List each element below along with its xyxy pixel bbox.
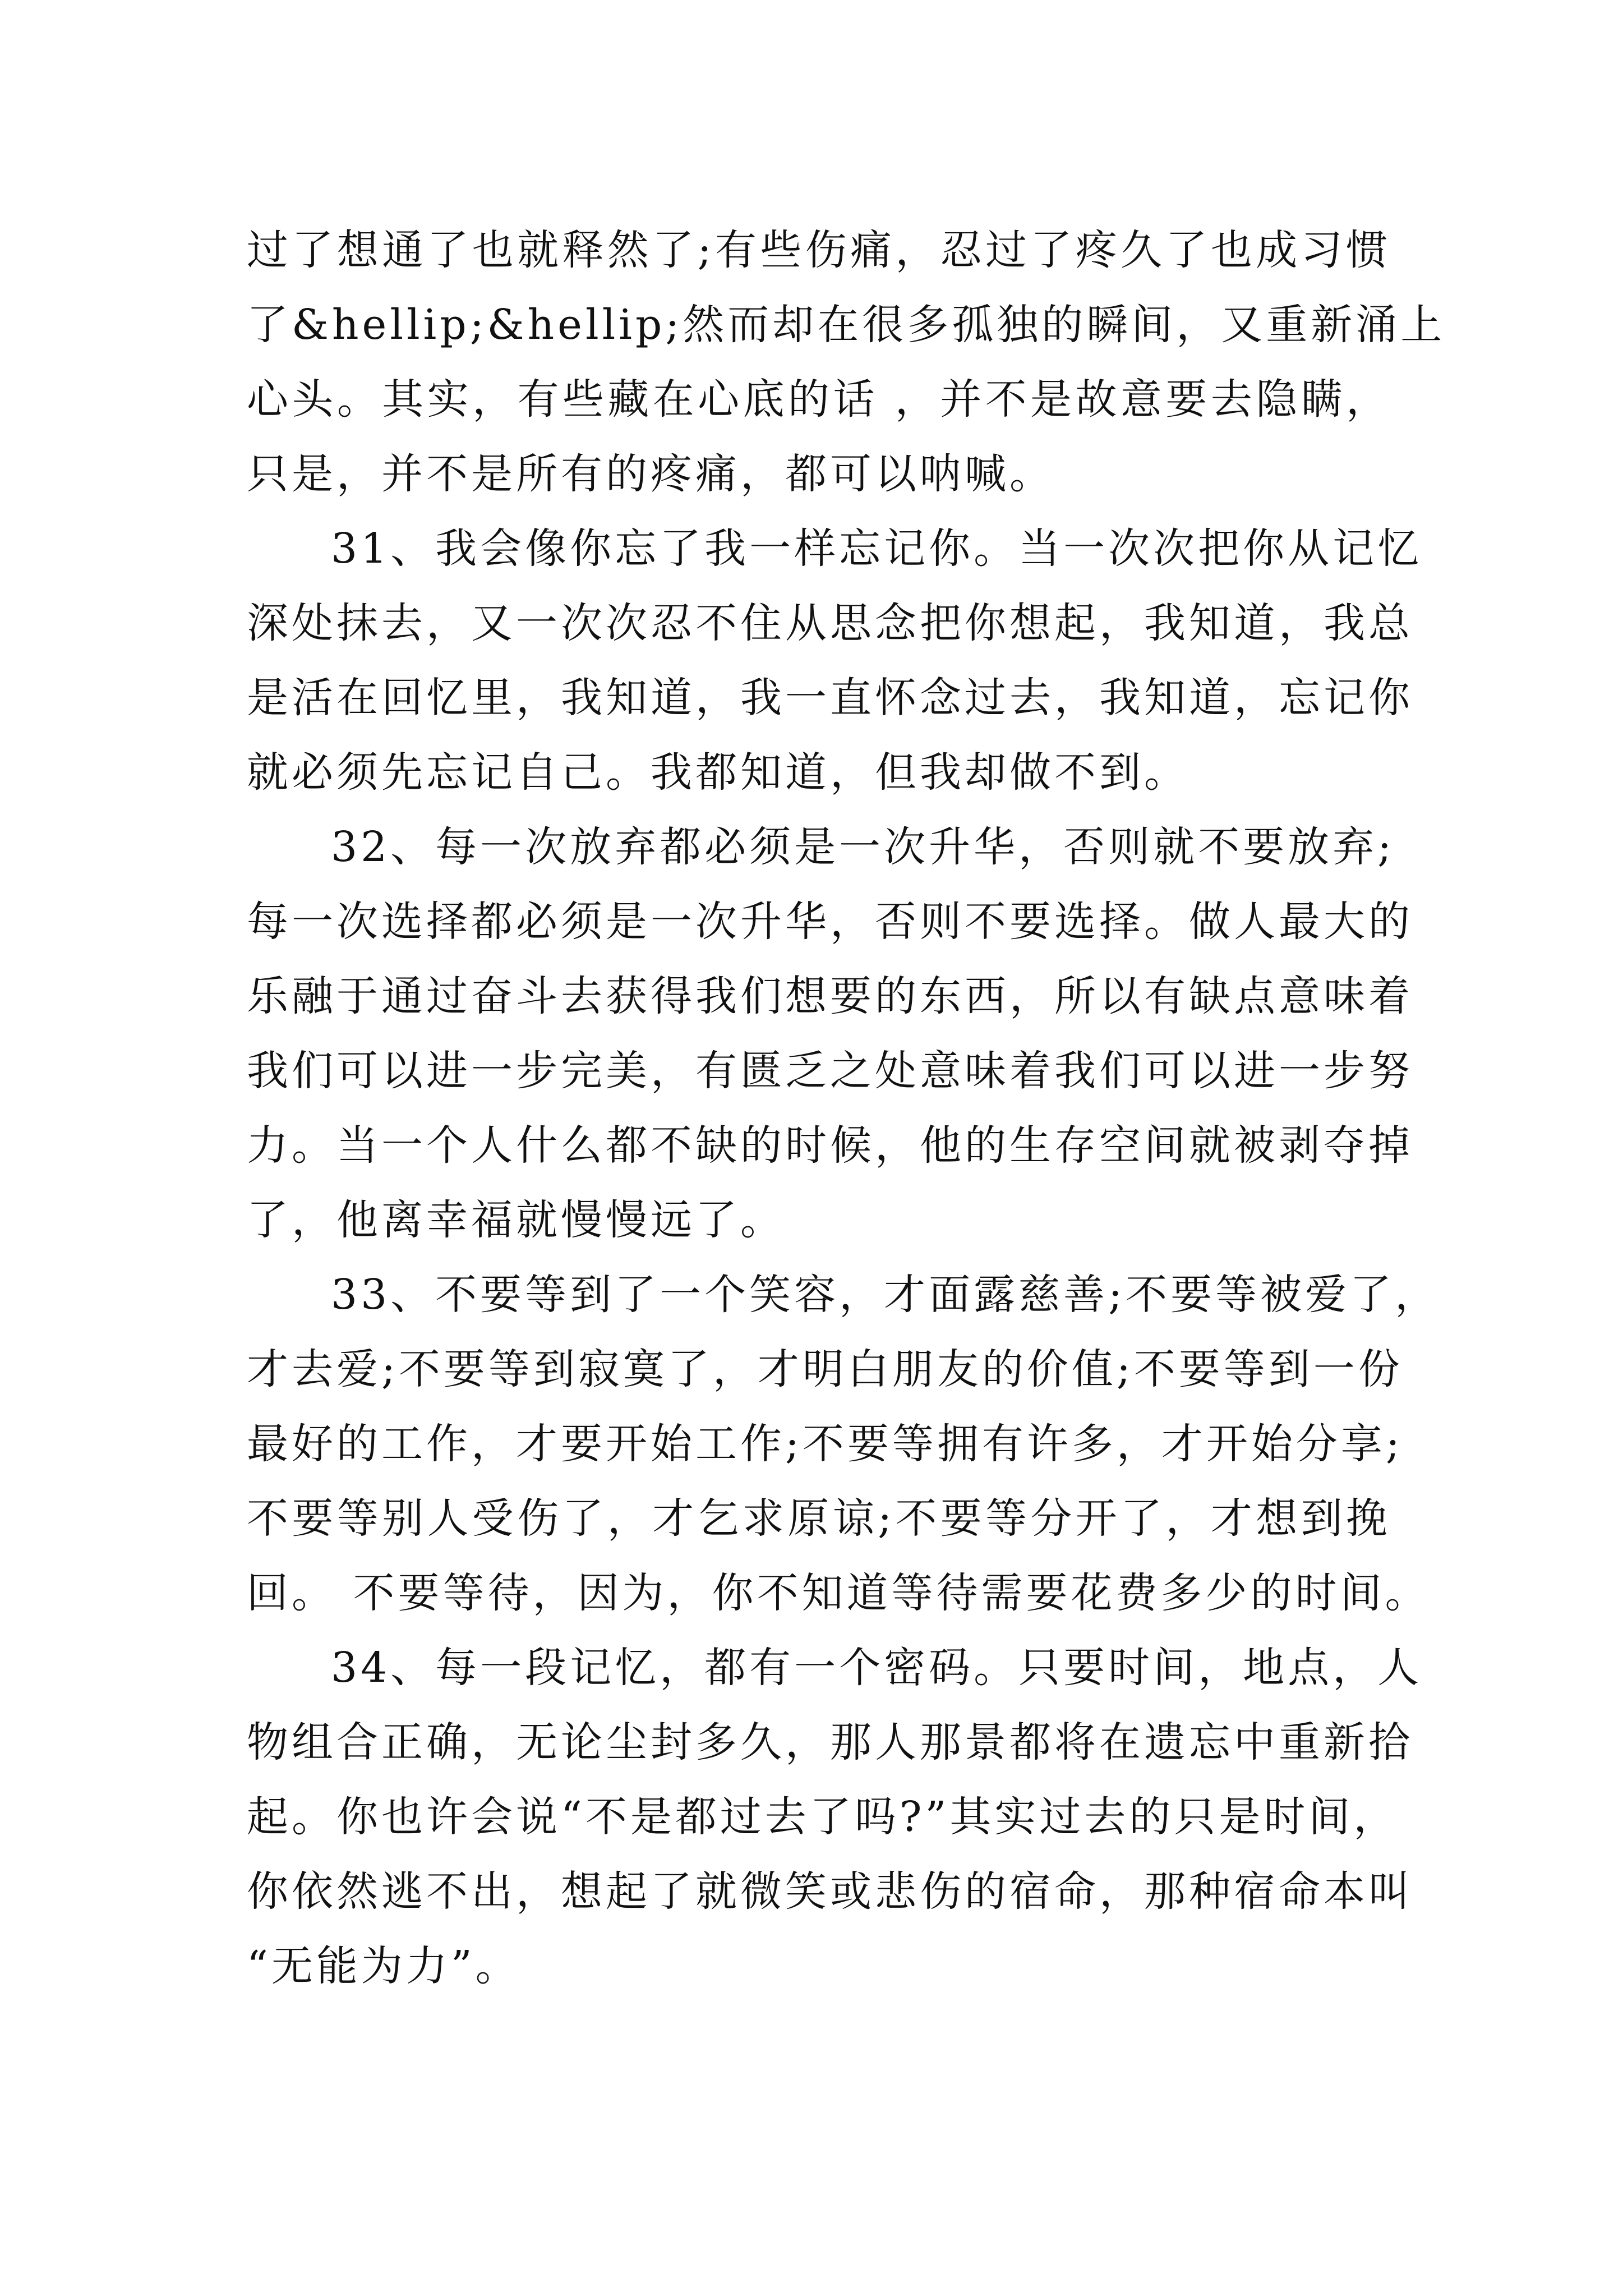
text-line: 过了想通了也就释然了;有些伤痛，忍过了疼久了也成习惯 [247, 226, 1391, 274]
text-line: 了&hellip;&hellip;然而却在很多孤独的瞬间，又重新涌上 [247, 301, 1446, 349]
text-line: 就必须先忘记自己。我都知道，但我却做不到。 [247, 748, 1189, 797]
body-text [247, 213, 1446, 2004]
text-line: “无能为力”。 [247, 1942, 520, 1990]
text-line: 深处抹去，又一次次忍不住从思念把你想起，我知道，我总 [247, 599, 1413, 647]
paragraph-34-first-line: 34、每一段记忆，都有一个密码。只要时间，地点，人 [331, 1644, 1423, 1692]
text-line: 是活在回忆里，我知道，我一直怀念过去，我知道，忘记你 [247, 674, 1413, 722]
text-line: 了，他离幸福就慢慢远了。 [247, 1196, 785, 1244]
paragraph-33-first-line: 33、不要等到了一个笑容，才面露慈善;不要等被爱了， [331, 1271, 1440, 1319]
paragraph-32-first-line: 32、每一次放弃都必须是一次升华，否则就不要放弃; [331, 823, 1395, 871]
text-line: 不要等别人受伤了，才乞求原谅;不要等分开了，才想到挽 [247, 1494, 1391, 1543]
text-line: 力。当一个人什么都不缺的时候，他的生存空间就被剥夺掉 [247, 1121, 1413, 1170]
paragraph-31-first-line: 31、我会像你忘了我一样忘记你。当一次次把你从记忆 [331, 524, 1423, 573]
text-line: 你依然逃不出，想起了就微笑或悲伤的宿命，那种宿命本叫 [247, 1867, 1413, 1916]
text-line: 乐融于通过奋斗去获得我们想要的东西，所以有缺点意味着 [247, 972, 1413, 1020]
text-line: 才去爱;不要等到寂寞了，才明白朋友的价值;不要等到一份 [247, 1345, 1403, 1393]
text-line: 起。你也许会说“不是都过去了吗?”其实过去的只是时间， [247, 1793, 1399, 1841]
text-line: 最好的工作，才要开始工作;不要等拥有许多，才开始分享; [247, 1420, 1403, 1468]
text-line: 每一次选择都必须是一次升华，否则不要选择。做人最大的 [247, 898, 1413, 946]
text-line: 物组合正确，无论尘封多久，那人那景都将在遗忘中重新拾 [247, 1718, 1413, 1766]
text-line: 心头。其实，有些藏在心底的话 ，并不是故意要去隐瞒， [247, 375, 1391, 424]
text-line: 只是，并不是所有的疼痛，都可以呐喊。 [247, 450, 1054, 498]
text-line: 我们可以进一步完美，有匮乏之处意味着我们可以进一步努 [247, 1047, 1413, 1095]
text-line: 回。 不要等待，因为，你不知道等待需要花费多少的时间。 [247, 1569, 1430, 1617]
